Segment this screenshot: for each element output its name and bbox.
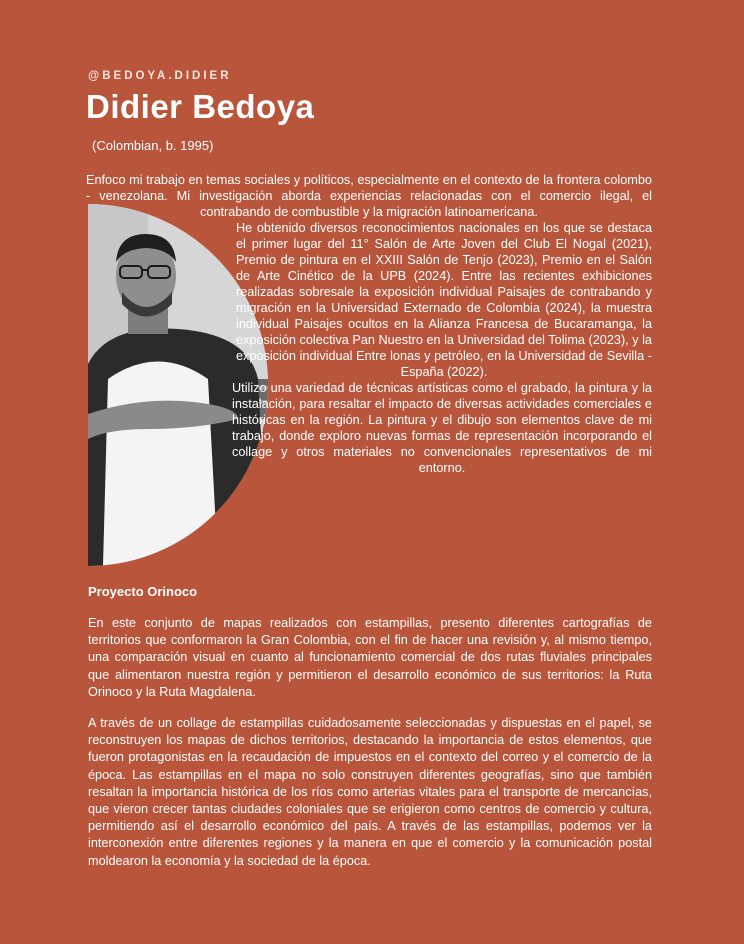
bio-paragraph: He obtenido diversos reconocimientos nacionales en los que se destaca el primer lugar del 11° Salón de Arte Joven del Club El Nogal (2021), Premio de pintura en el XXIII Salón de Tenjo (2023), Premio en el Salón de Arte Cinético de la UPB (2024). Entre las recientes exhibiciones realizadas sobresale la exposición individual Paisajes de contrabando y migración en la Universidad Externado de Colombia (2024), la muestra individual Paisajes ocultos en la Alianza Francesa de Bucaramanga, la exposición colectiva Pan Nuestro en la Universidad del Tolima (2023), y la exposición individual Entre lonas y petróleo, en la Universidad de Sevilla - España (2022). bbox=[236, 221, 652, 379]
instagram-handle: @BEDOYA.DIDIER bbox=[88, 70, 232, 82]
bio-text bbox=[86, 172, 652, 476]
project-title: Proyecto Orinoco bbox=[88, 584, 198, 599]
bio-paragraph: Enfoco mi trabajo en temas sociales y políticos, especialmente en el contexto de la frontera colombo - venezolana. Mi investigación aborda experiencias relacionadas con el comercio ilegal, el contrabando de combustible y la migración latinoamericana. bbox=[86, 173, 652, 219]
bio-paragraph: Utilizo una variedad de técnicas artísticas como el grabado, la pintura y la instalación, para resaltar el impacto de diversas actividades comerciales e históricas en la región. La pintura y el dibujo son elementos clave de mi trabajo, donde exploro nuevas formas de representación incorporando el collage y otros materiales no convencionales representativos de mi entorno. bbox=[232, 381, 652, 475]
project-paragraph: En este conjunto de mapas realizados con estampillas, presento diferentes cartografías de territorios que conformaron la Gran Colombia, con el fin de hacer una revisión y, al mismo tiempo, una comparación visual en cuanto al funcionamiento comercial de dos rutas fluviales principales que alimentaron nuestra región y permitieron el desarrollo económico de sus territorios: la Ruta Orinoco y la Ruta Magdalena. bbox=[88, 616, 652, 699]
project-paragraph: A través de un collage de estampillas cuidadosamente seleccionadas y dispuestas en el papel, se reconstruyen los mapas de dichos territorios, destacando la importancia de estos elementos, que fueron protagonistas en la recaudación de impuestos en el contexto del correo y el comercio de la época. Las estampillas en el mapa no solo construyen diferentes geografías, sino que también resaltan la importancia histórica de los ríos como arterias vitales para el transporte de mercancías, que vieron crecer tantas ciudades coloniales que se erigieron como centros de comercio y cultura, permitiendo así el desarrollo económico del país. A través de las estampillas, podemos ver la interconexión entre diferentes regiones y la manera en que el comercio y la comunicación postal moldearon la economía y la sociedad de la época. bbox=[88, 716, 652, 868]
artist-name: Didier Bedoya bbox=[86, 88, 315, 125]
artist-meta: (Colombian, b. 1995) bbox=[92, 138, 214, 153]
